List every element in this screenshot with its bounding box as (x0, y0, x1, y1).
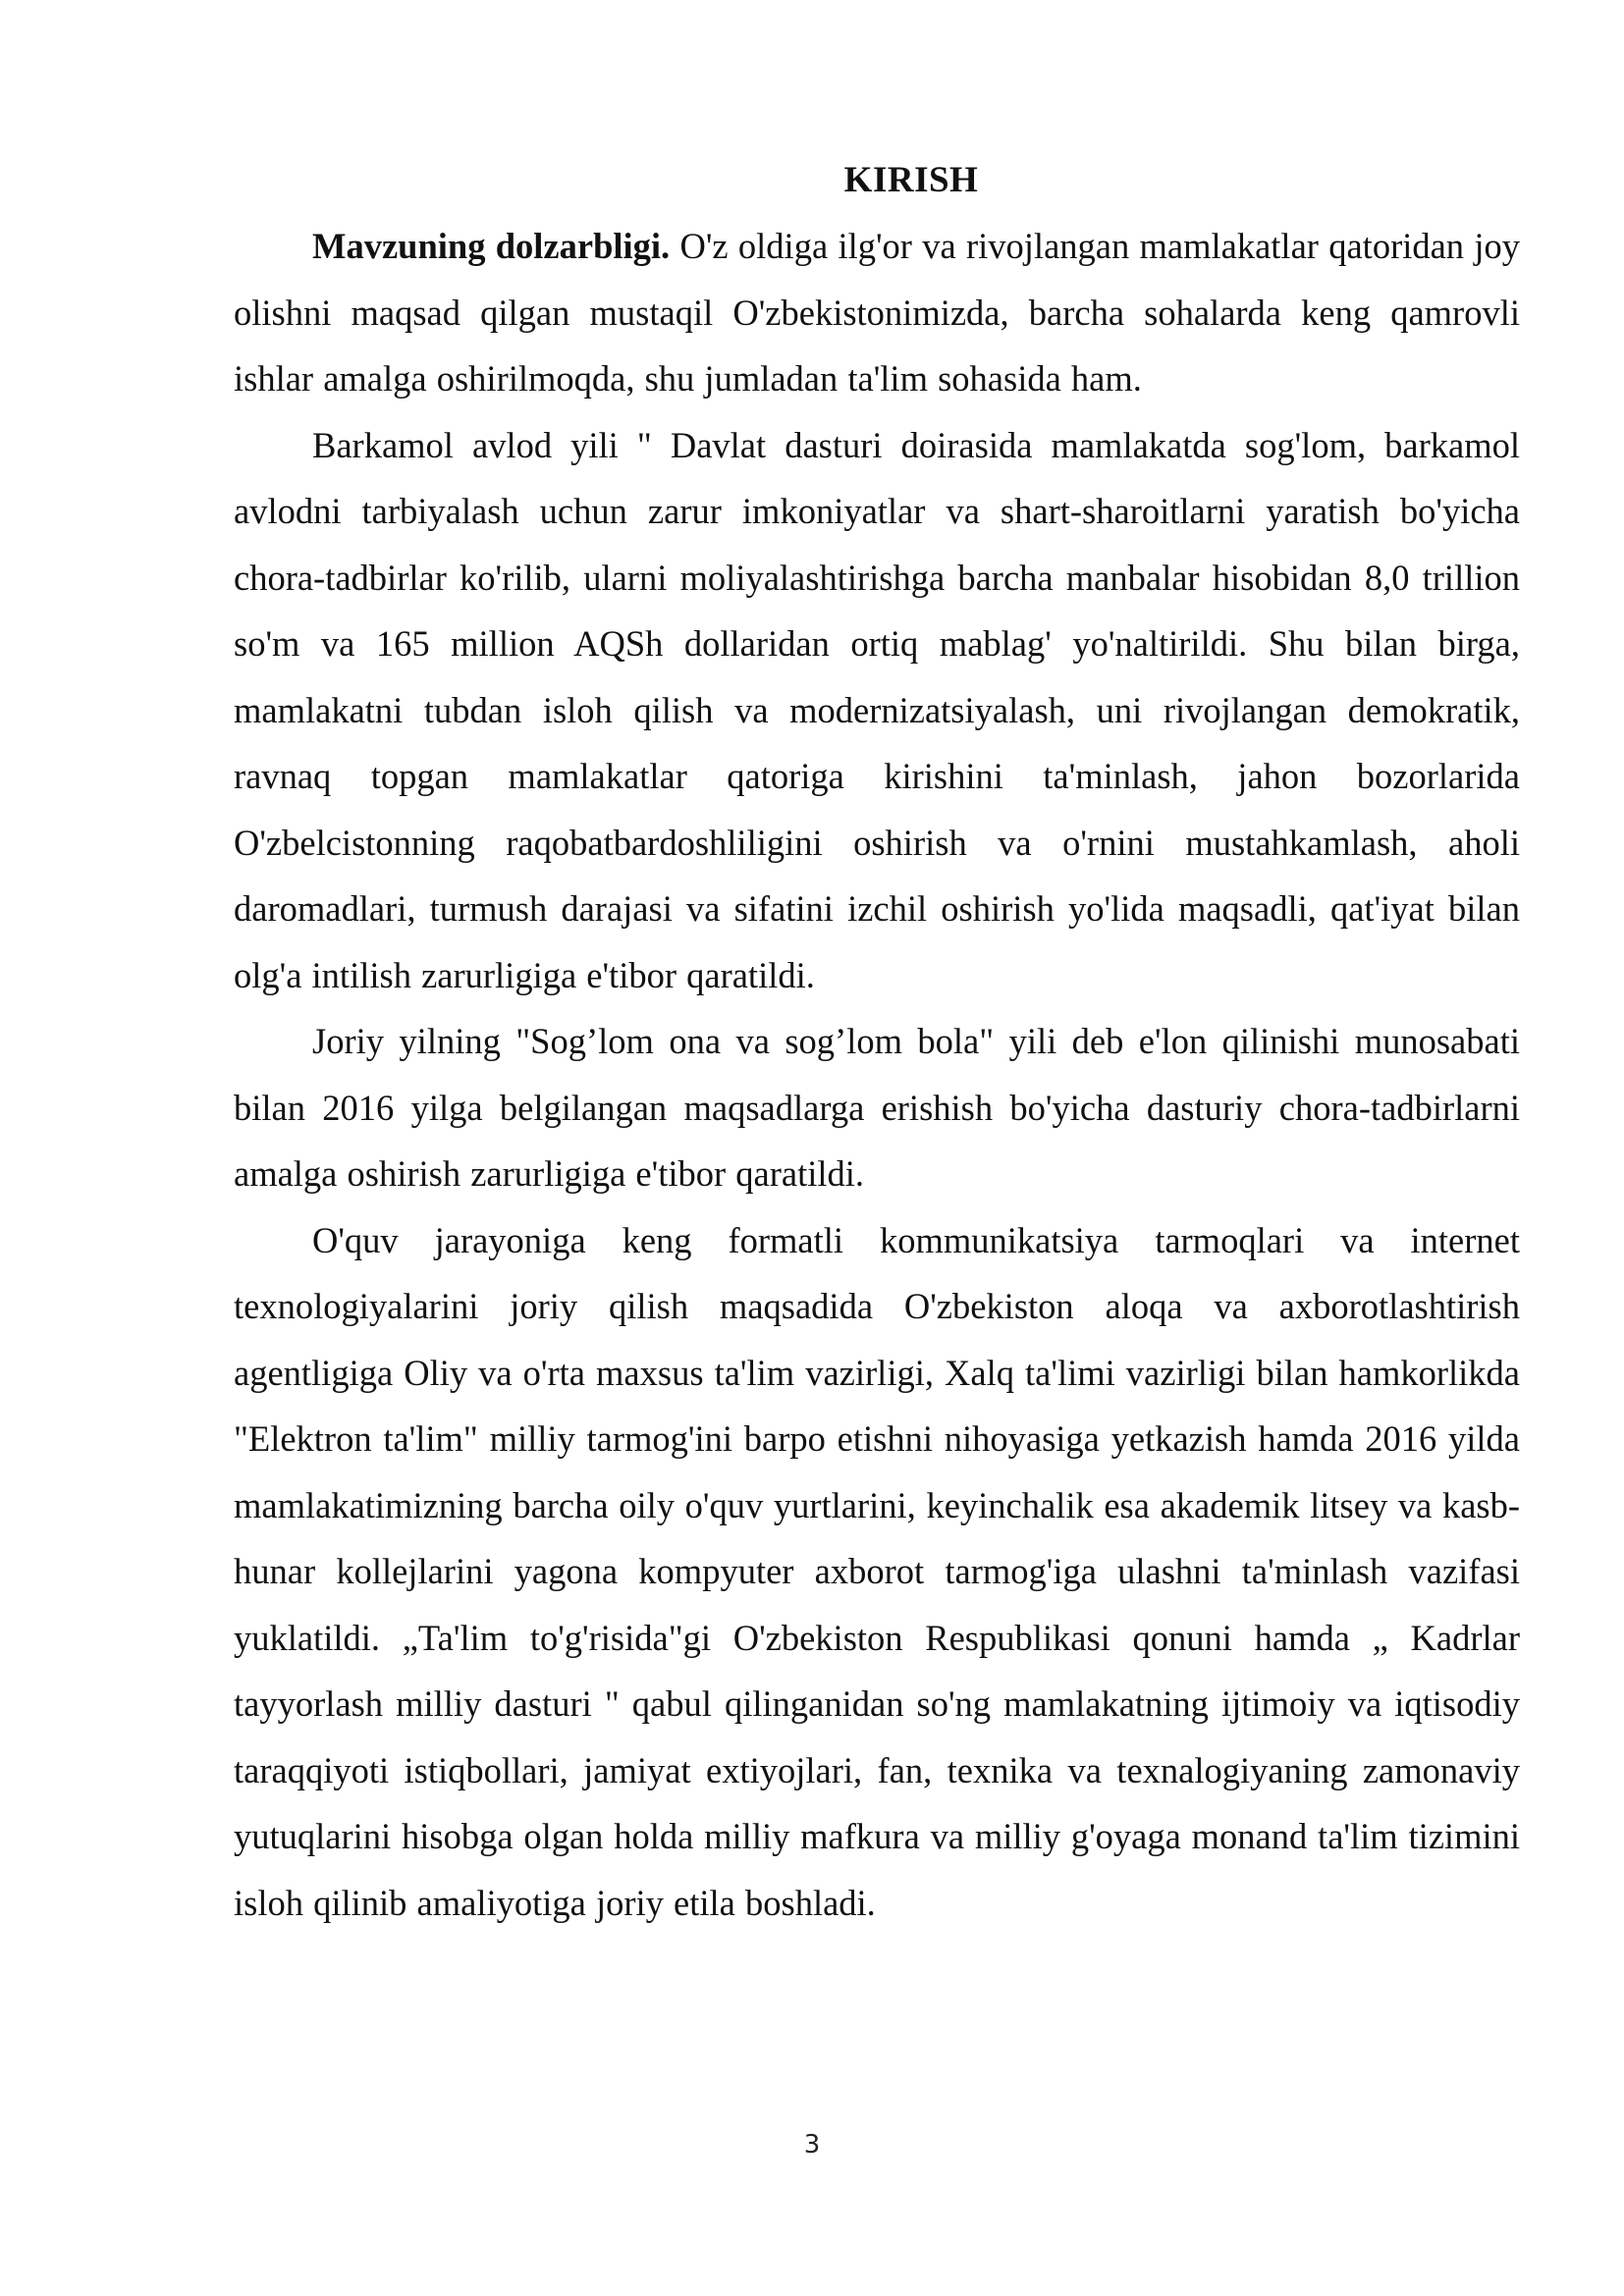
paragraph-text: O'quv jarayoniga keng formatli kommunikatsiya tarmoqlari va internet texnologiyalarini joriy qilish maqsadida O'zbekiston aloqa va axborotlashtirish agentligiga Oliy va o'rta maxsus ta'lim vazirligi, Xalq ta'limi vazirligi bilan hamkorlikda "Elektron ta'lim" milliy tarmog'ini barpo etishni nihoyasiga yetkazish hamda 2016 yilda mamlakatimizning barcha oily o'quv yurtlarini, keyinchalik esa akademik litsey va kasb-hunar kollejlarini yagona kompyuter axborot tarmog'iga ulashni ta'minlash vazifasi yuklatildi. „Ta'lim to'g'risida"gi O'zbekiston Respublikasi qonuni hamda „ Kadrlar tayyorlash milliy dasturi " qabul qilinganidan so'ng mamlakatning ijtimoiy va iqtisodiy taraqqiyoti istiqbollari, jamiyat extiyojlari, fan, texnika va texnalogiyaning zamonaviy yutuqlarini hisobga olgan holda milliy mafkura va milliy g'oyaga monand ta'lim tizimini isloh qilinib amaliyotiga joriy etila boshladi. (234, 1219, 1520, 1923)
paragraph-text: Joriy yilning "Sog’lom ona va sog’lom bola" yili deb e'lon qilinishi munosabati bilan 2016 yilga belgilangan maqsadlarga erishish bo'yicha dasturiy chora-tadbirlarni amalga oshirish zarurligiga e'tibor qaratildi. (234, 1021, 1520, 1194)
paragraph-lead: Mavzuning dolzarbligi. (312, 226, 671, 266)
section-heading: KIRISH (843, 160, 979, 200)
paragraph-2 (234, 412, 1520, 1009)
paragraph-text: Barkamol avlod yili " Davlat dasturi doirasida mamlakatda sog'lom, barkamol avlodni tarbiyalash uchun zarur imkoniyatlar va shart-sharoitlarni yaratish bo'yicha chora-tadbirlar ko'rilib, ularni moliyalashtirishga barcha manbalar hisobidan 8,0 trillion so'm va 165 million AQSh dollaridan ortiq mablag' yo'naltirildi. Shu bilan birga, mamlakatni tubdan isloh qilish va modernizatsiyalash, uni rivojlangan demokratik, ravnaq topgan mamlakatlar qatoriga kirishini ta'minlash, jahon bozorlarida O'zbelcistonning raqobatbardoshliligini oshirish va o'rnini mustahkamlash, aholi daromadlari, turmush darajasi va sifatini izchil oshirish yo'lida maqsadli, qat'iyat bilan olg'a intilish zarurligiga e'tibor qaratildi. (234, 424, 1520, 995)
paragraph-4 (234, 1207, 1520, 1937)
paragraph-text: O'z oldiga ilg'or va rivojlangan mamlakatlar qatoridan joy olishni maqsad qilgan mustaqil O'zbekistonimizda, barcha sohalarda keng qamrovli ishlar amalga oshirilmoqda, shu jumladan ta'lim sohasida ham. (234, 226, 1520, 399)
paragraph-1 (234, 213, 1520, 412)
page-content (234, 147, 1520, 1936)
page-number: 3 (803, 2130, 821, 2160)
paragraph-3 (234, 1008, 1520, 1207)
